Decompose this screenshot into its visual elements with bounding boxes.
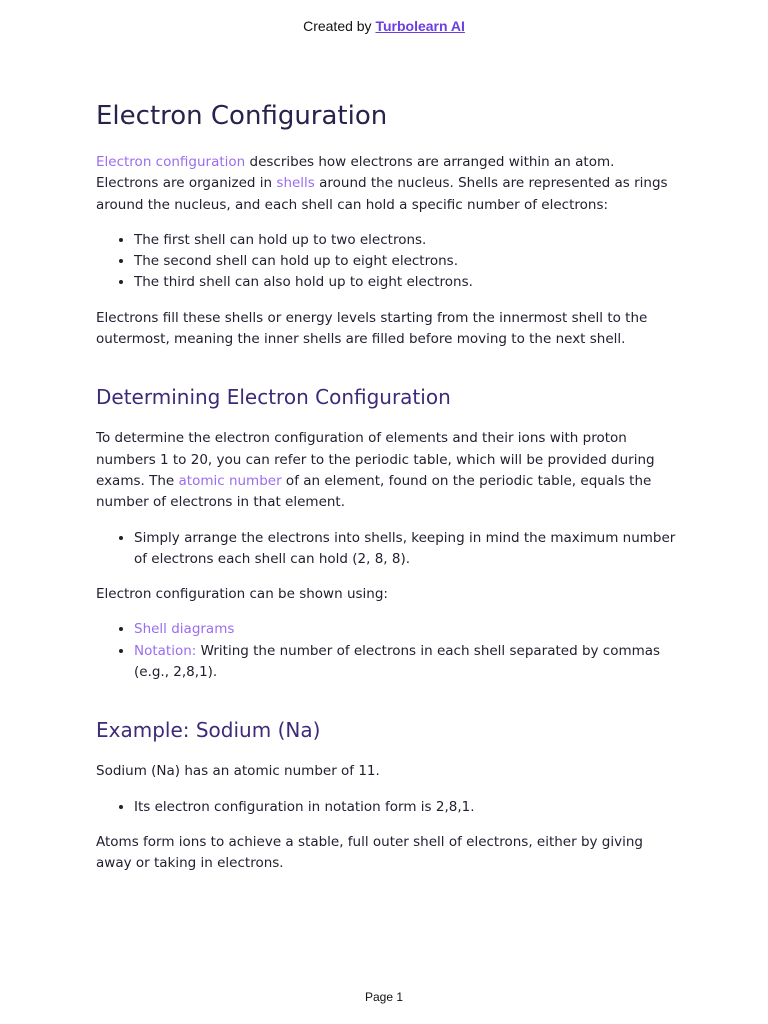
term-shells: shells	[276, 175, 315, 192]
determining-text-b: of an element, found on the periodic table, equals the number of electrons in that element.	[96, 472, 652, 511]
list-item: • The first shell can hold up to two electrons.	[134, 230, 676, 251]
determining-paragraph	[96, 428, 676, 513]
shell-capacity-list	[96, 230, 676, 294]
page-title: Electron Configuration	[96, 101, 388, 131]
list-item: • The second shell can hold up to eight electrons.	[134, 251, 676, 272]
section-heading-determining: Determining Electron Configuration	[96, 385, 451, 410]
intro-text-1: describes how electrons are arranged within an atom. Electrons are organized in	[96, 154, 615, 192]
shown-using-paragraph: Electron configuration can be shown using:	[96, 586, 388, 603]
arrange-list	[96, 528, 676, 571]
document-body	[96, 96, 676, 889]
term-atomic-number: atomic number	[178, 472, 282, 489]
intro-paragraph	[96, 152, 676, 216]
fill-order-paragraph: Electrons fill these shells or energy levels starting from the innermost shell to the outermost, meaning the inner shells are filled before moving to the next shell.	[96, 309, 648, 348]
term-shell-diagrams: Shell diagrams	[134, 621, 235, 638]
term-notation: Notation:	[134, 642, 197, 659]
page-header	[0, 18, 768, 34]
list-item: • Its electron configuration in notation form is 2,8,1.	[134, 797, 676, 818]
turbolearn-link[interactable]: Turbolearn AI	[375, 18, 465, 34]
term-electron-configuration: Electron configuration	[96, 154, 246, 170]
list-item	[134, 619, 676, 640]
notation-text: Writing the number of electrons in each shell separated by commas (e.g., 2,8,1).	[134, 642, 661, 681]
sodium-paragraph: Sodium (Na) has an atomic number of 11.	[96, 763, 380, 780]
determining-text-a: To determine the electron configuration of elements and their ions with proton numbers 1 to 20, you can refer to the periodic table, which will be provided during exams. The	[96, 430, 655, 489]
methods-list	[96, 619, 676, 683]
list-item: • Simply arrange the electrons into shells, keeping in mind the maximum number of electrons each shell can hold (2, 8, 8).	[134, 528, 676, 571]
section-heading-example: Example: Sodium (Na)	[96, 718, 321, 743]
ions-paragraph: Atoms form ions to achieve a stable, full outer shell of electrons, either by giving away or taking in electrons.	[96, 833, 643, 872]
header-prefix: Created by	[303, 18, 376, 34]
list-item	[134, 641, 676, 684]
page-number: Page 1	[364, 990, 404, 1004]
intro-text-2: around the nucleus. Shells are represented as rings around the nucleus, and each shell can hold a specific number of electrons:	[96, 175, 668, 213]
sodium-list	[96, 797, 676, 818]
list-item: • The third shell can also hold up to eight electrons.	[134, 272, 676, 293]
